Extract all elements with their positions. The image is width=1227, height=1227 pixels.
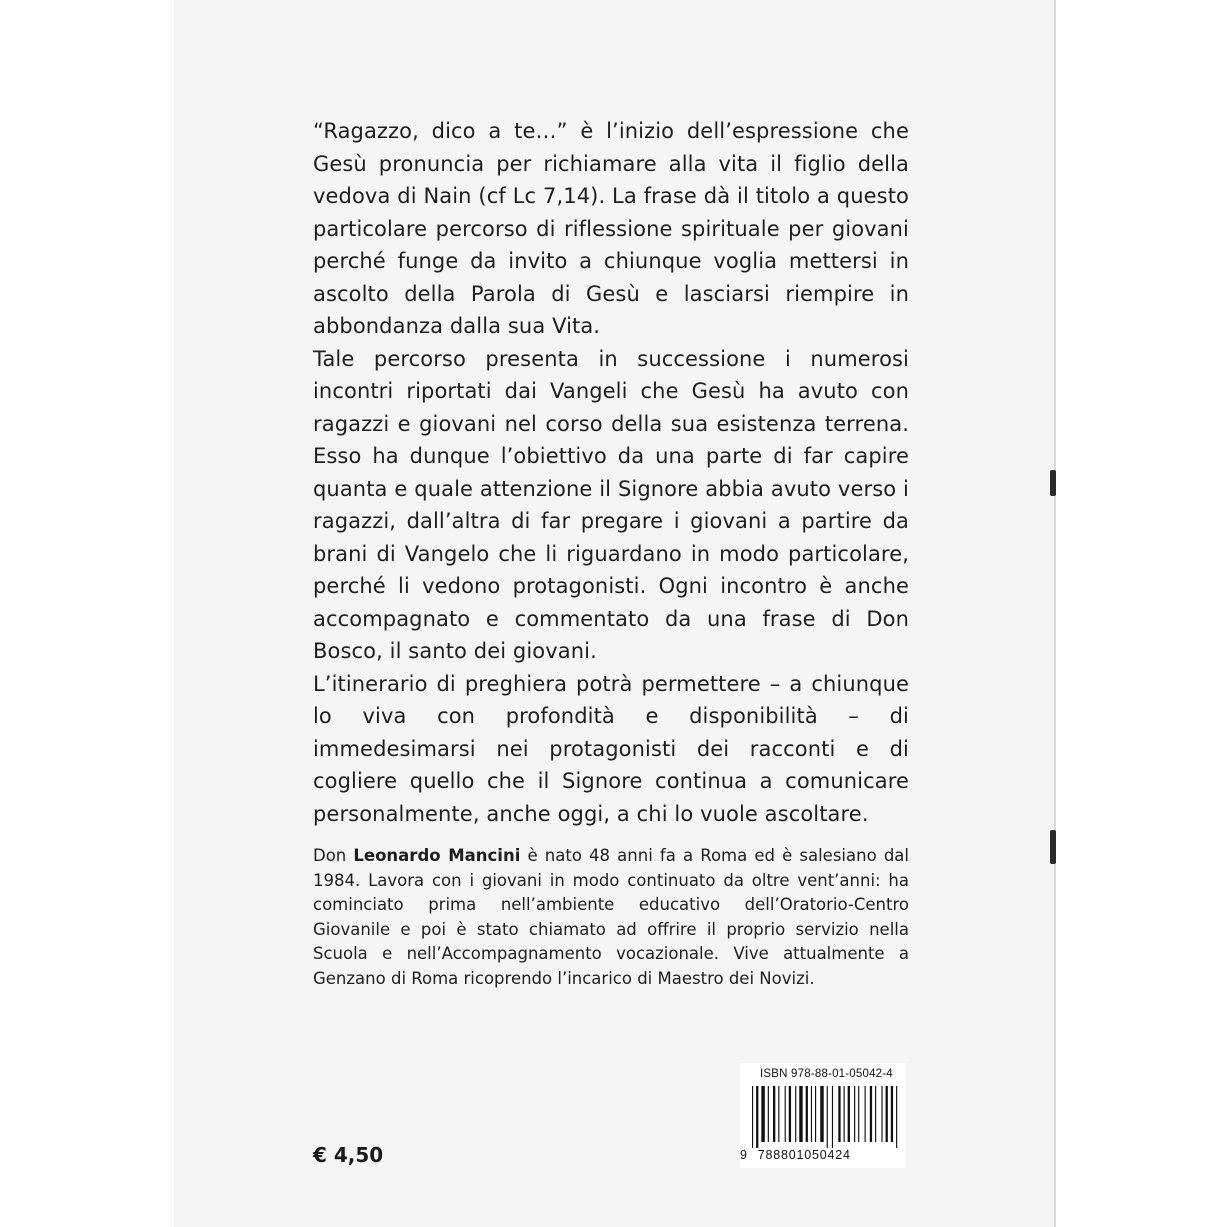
barcode-bar xyxy=(891,1086,893,1142)
barcode-bar xyxy=(870,1086,872,1142)
price-label: € 4,50 xyxy=(313,1143,384,1167)
barcode-bar xyxy=(773,1086,775,1142)
barcode-bar xyxy=(761,1086,764,1142)
barcode-bar xyxy=(785,1086,786,1142)
author-name: Leonardo Mancini xyxy=(353,846,521,865)
barcode-bar xyxy=(806,1086,808,1142)
barcode-bar xyxy=(811,1086,812,1142)
bio-text: è nato 48 anni fa a Roma ed è salesiano dal 1984. Lavora con i giovani in modo continuato da oltre vent’anni: ha cominciato prima nell’ambiente educativo dell’Oratorio-Centro Giovanile e poi è stato chiamato ad offrire il proprio servizio nella Scuola e nell’Accompagnamento vocazionale. Vive attualmente a Genzano di Roma ricoprendo l’incarico di Maestro dei Novizi. xyxy=(313,846,909,988)
blurb-paragraph-1: “Ragazzo, dico a te…” è l’inizio dell’espressione che Gesù pronuncia per richiamare alla vita il figlio della vedova di Nain (cf Lc 7,14). La frase dà il titolo a questo particolare percorso di riflessione spirituale per giovani perché funge da invito a chiunque voglia mettersi in ascolto della Parola di Gesù e lasciarsi riempire in abbondanza dalla sua Vita. xyxy=(313,119,909,338)
barcode-bar xyxy=(815,1086,816,1142)
barcode-bar xyxy=(789,1086,791,1142)
barcode-bar xyxy=(875,1086,876,1142)
barcode-bar xyxy=(827,1086,828,1148)
barcode-bar xyxy=(886,1086,888,1142)
barcode-bar xyxy=(865,1086,866,1142)
barcode-bar xyxy=(854,1086,855,1142)
barcode-bar xyxy=(768,1086,769,1142)
barcode-bar xyxy=(848,1086,850,1142)
ean-digits xyxy=(740,1148,906,1162)
barcode-bar xyxy=(799,1086,802,1142)
barcode-bar xyxy=(881,1086,882,1142)
cover-edge-shadow xyxy=(1050,830,1056,864)
barcode-bar xyxy=(844,1086,845,1142)
author-bio xyxy=(313,844,909,992)
blurb-paragraph-3: L’itinerario di preghiera potrà permettere – a chiunque lo viva con profondità e disponibilità – di immedesimarsi nei protagonisti dei racconti e di cogliere quello che il Signore continua a comunicare personalmente, anche oggi, a chi lo vuole ascoltare. xyxy=(313,671,909,826)
blurb-paragraph-2: Tale percorso presenta in successione i numerosi incontri riportati dai Vangeli che Gesù ha avuto con ragazzi e giovani nel corso della sua esistenza terrena. Esso ha dunque l’obiettivo da una parte di far capire quanta e quale attenzione il Signore abbia avuto verso i ragazzi, dall’altra di far pregare i giovani a partire da brani di Vangelo che li riguardano in modo particolare, perché li vedono protagonisti. Ogni incontro è anche accompagnato e commentato da una frase di Don Bosco, il santo dei giovani. xyxy=(313,346,909,663)
barcode-bar xyxy=(795,1086,796,1142)
cover-edge-shadow xyxy=(1050,470,1056,496)
barcode-bar xyxy=(756,1086,758,1148)
barcode-bar xyxy=(838,1086,840,1142)
barcode-bar xyxy=(832,1086,833,1148)
bio-prefix: Don xyxy=(313,846,354,865)
isbn-label: ISBN 978-88-01-05042-4 xyxy=(760,1068,893,1080)
barcode-bar xyxy=(752,1086,753,1148)
barcode-bar xyxy=(820,1086,823,1142)
barcode-bar xyxy=(778,1086,779,1142)
barcode-bar xyxy=(896,1086,897,1148)
blurb-text xyxy=(313,115,909,830)
barcode-image xyxy=(740,1086,906,1148)
barcode-bar xyxy=(858,1086,859,1142)
ean-first-digit: 9 xyxy=(740,1148,748,1162)
ean-digits-rest: 788801050424 xyxy=(757,1148,851,1162)
